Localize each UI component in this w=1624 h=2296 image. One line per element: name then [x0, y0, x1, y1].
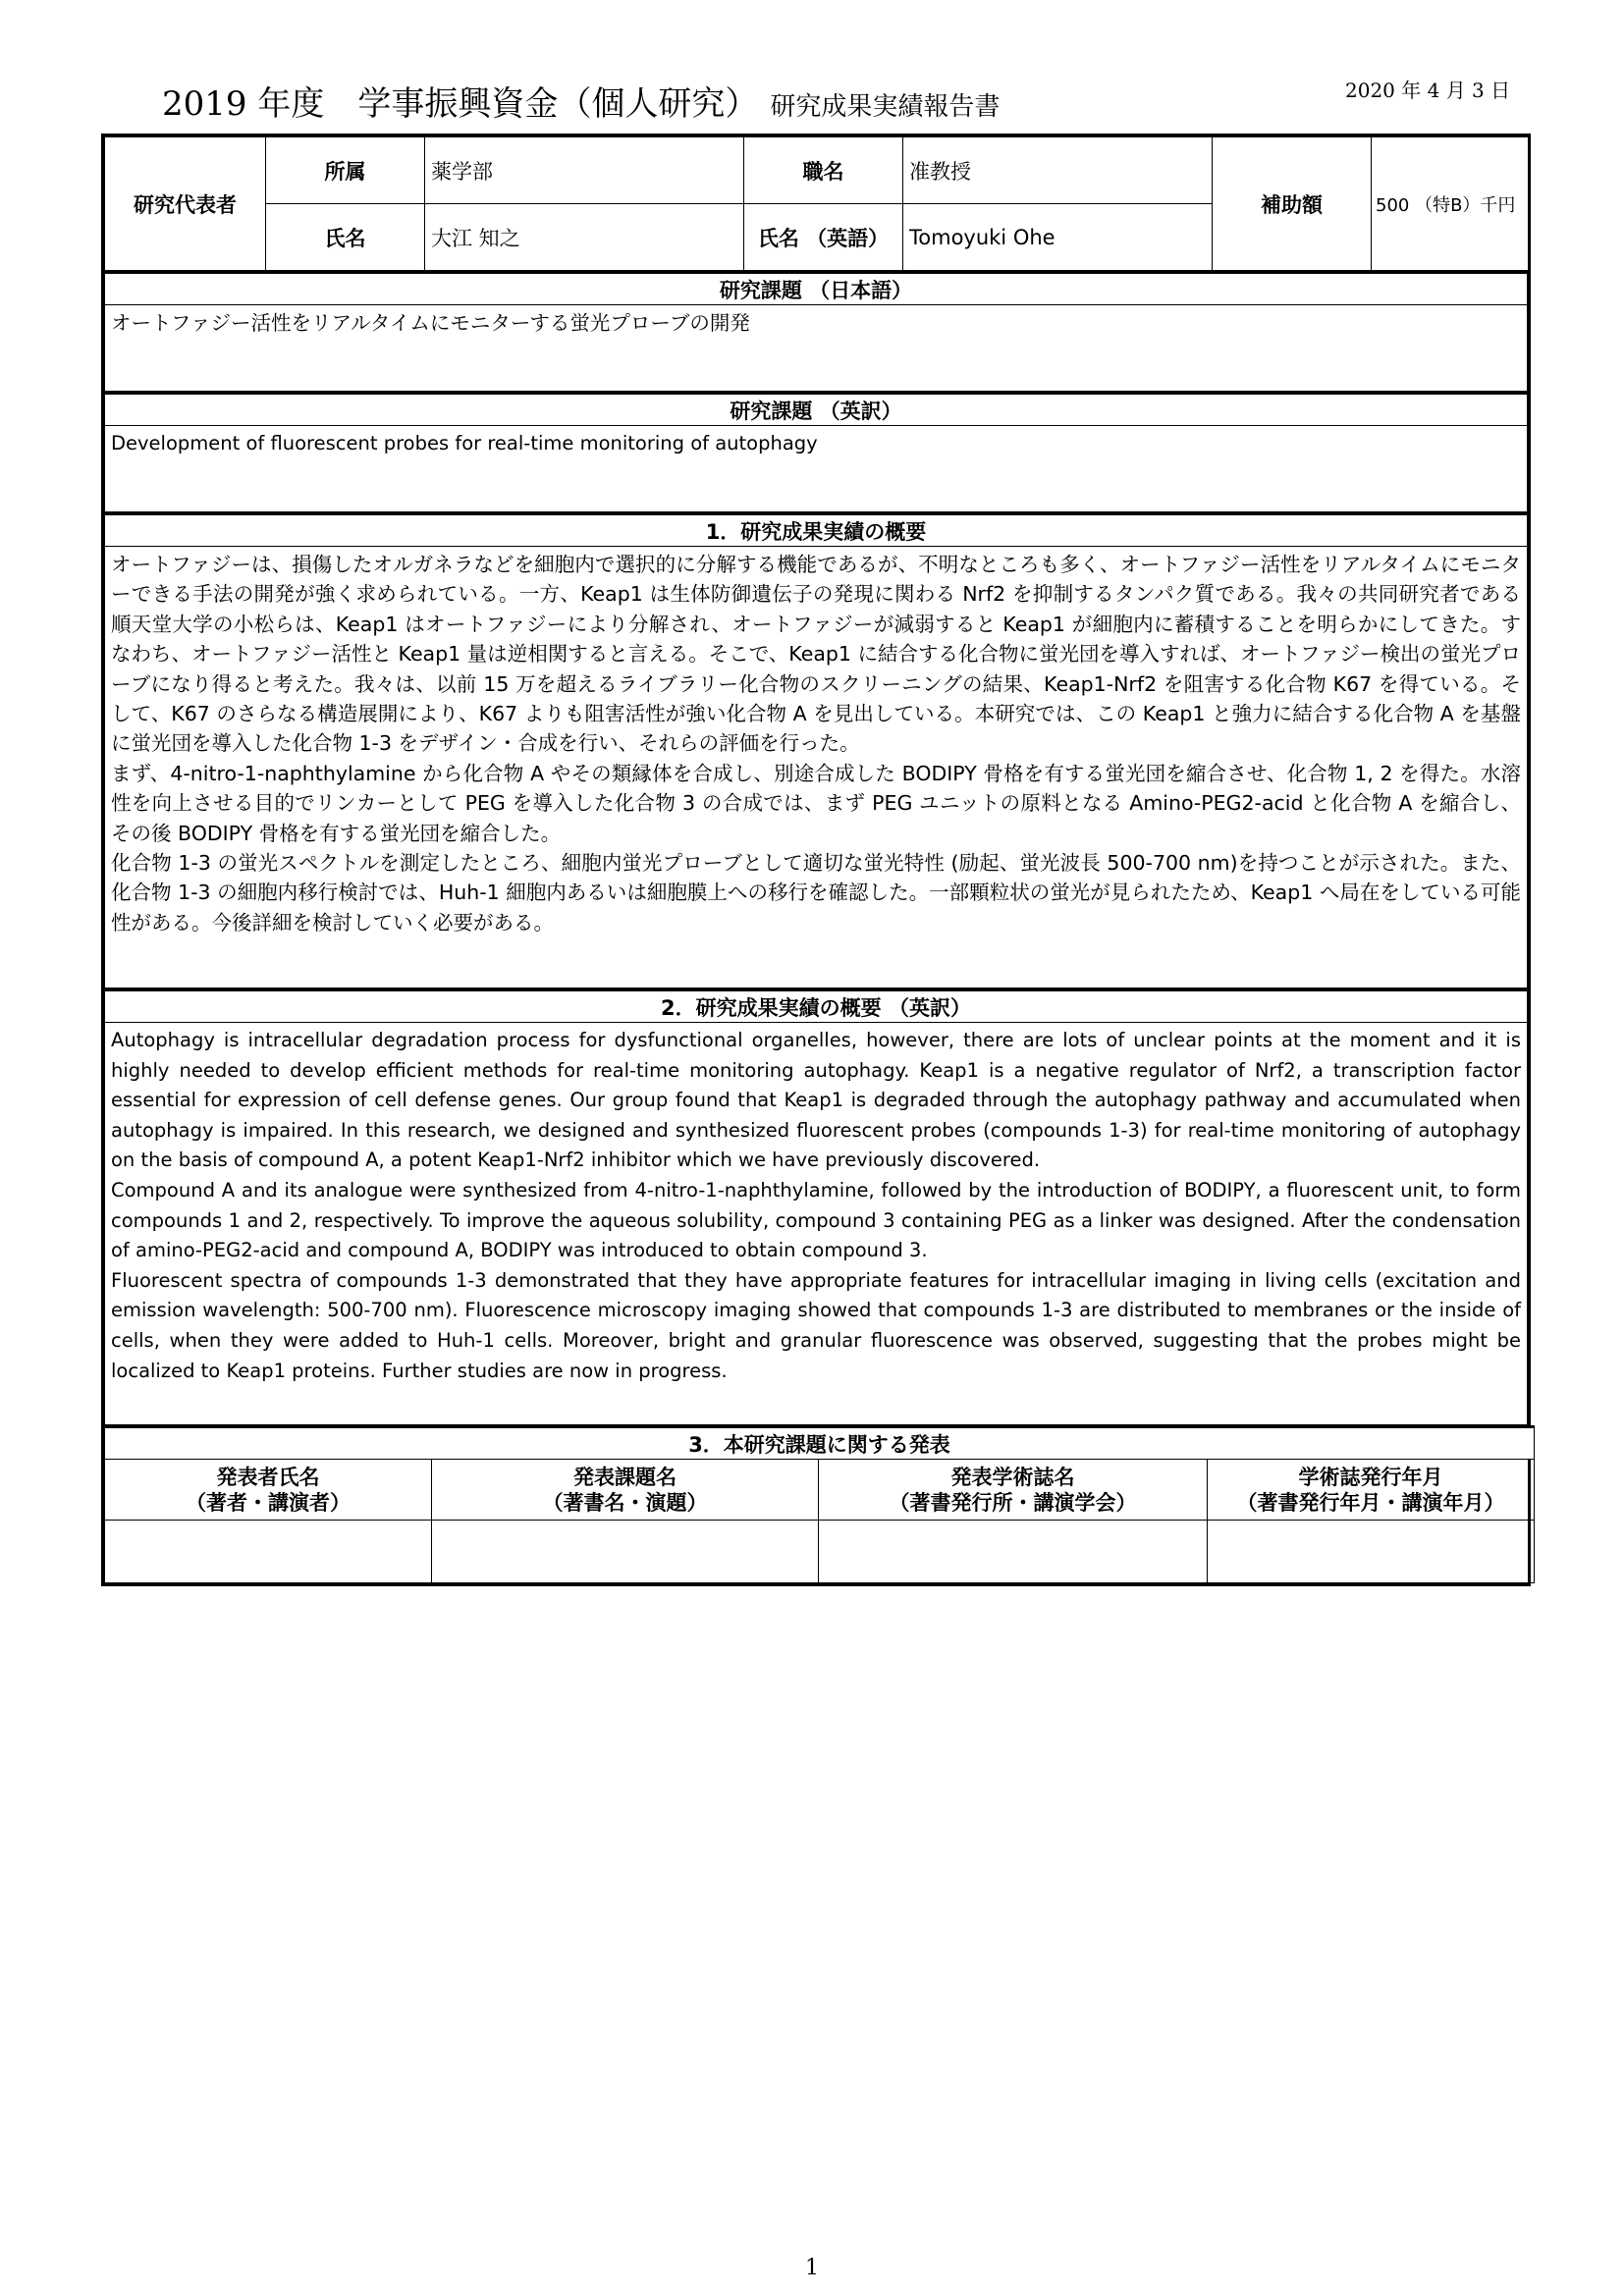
- affiliation-value: 薬学部: [425, 137, 744, 204]
- column-header-line: 発表学術誌名: [950, 1465, 1075, 1489]
- page-title: [162, 77, 1000, 125]
- title-sub: 研究成果実績報告書: [770, 92, 1001, 122]
- column-header-line: 発表者氏名: [216, 1465, 320, 1489]
- summary-en-heading: 2．研究成果実績の概要 （英訳）: [105, 990, 1528, 1023]
- report-date: 2020 年 4 月 3 日: [1345, 79, 1511, 102]
- publications-empty-cell: [1208, 1521, 1535, 1583]
- column-header-line: 発表課題名: [573, 1465, 677, 1489]
- summary-jp-paragraph: オートファジーは、損傷したオルガネラなどを細胞内で選択的に分解する機能であるが、不明なところも多く、オートファジー活性をリアルタイムにモニターできる手法の開発が強く求められている。一方、Keap1 は生体防御遺伝子の発現に関わる Nrf2 を抑制するタンパク質である。我々の共同研究者である順天堂大学の小松らは、Keap1 はオートファジーにより分解され、オートファジーが減弱すると Keap1 が細胞内に蓄積することを明らかにしてきた。すなわち、オートファジー活性と Keap1 量は逆相関すると言える。そこで、Keap1 に結合する化合物に蛍光団を導入すれば、オートファジー検出の蛍光プローブになり得ると考えた。我々は、以前 15 万を超えるライブラリー化合物のスクリーニングの結果、Keap1-Nrf2 を阻害する化合物 K67 を得ている。そして、K67 のさらなる構造展開により、K67 よりも阻害活性が強い化合物 A を見出している。本研究では、この Keap1 と強力に結合する化合物 A を基盤に蛍光団を導入した化合物 1-3 をデザイン・合成を行い、それらの評価を行った。: [111, 553, 1521, 756]
- publications-column-header: [1208, 1460, 1535, 1521]
- summary-jp-paragraph: 化合物 1-3 の蛍光スペクトルを測定したところ、細胞内蛍光プローブとして適切な蛍光特性 (励起、蛍光波長 500-700 nm)を持つことが示された。また、化合物 1-3 の細胞内移行検討では、Huh-1 細胞内あるいは細胞膜上への移行を確認した。一部顆粒状の蛍光が見られたため、Keap1 へ局在をしている可能性がある。今後詳細を検討していく必要がある。: [111, 851, 1521, 934]
- title-main: 2019 年度 学事振興資金（個人研究）: [162, 84, 759, 124]
- name-en-value: Tomoyuki Ohe: [903, 204, 1213, 271]
- position-value: 准教授: [903, 137, 1213, 204]
- summary-jp-body: [105, 547, 1528, 988]
- affiliation-label: 所属: [266, 137, 425, 204]
- publications-column-header: [105, 1460, 432, 1521]
- column-header-line: （著書発行所・講演学会）: [889, 1490, 1137, 1515]
- name-label: 氏名: [266, 204, 425, 271]
- research-title-jp-section: [104, 271, 1528, 392]
- column-header-line: （著書発行年月・講演年月）: [1236, 1490, 1505, 1515]
- publications-section: [104, 1425, 1535, 1583]
- summary-jp-section: [104, 512, 1528, 988]
- research-title-en-heading: 研究課題 （英訳）: [105, 394, 1528, 426]
- summary-jp-paragraph: まず、4-nitro-1-naphthylamine から化合物 A やその類縁体を合成し、別途合成した BODIPY 骨格を有する蛍光団を縮合させ、化合物 1, 2 を得た。水溶性を向上させる目的でリンカーとして PEG を導入した化合物 3 の合成では、まず PEG ユニットの原料となる Amino-PEG2-acid と化合物 A を縮合し、その後 BODIPY 骨格を有する蛍光団を縮合した。: [111, 761, 1521, 845]
- publications-column-header: [819, 1460, 1208, 1521]
- report-form: [101, 133, 1531, 1586]
- summary-en-paragraph: Autophagy is intracellular degradation process for dysfunctional organelles, however, there are lots of unclear points at the moment and it is highly needed to develop efficient methods for real-time monitoring autophagy. Keap1 is a negative regulator of Nrf2, a transcription factor essential for expression of cell defense genes. Our group found that Keap1 is degraded through the autophagy pathway and accumulated when autophagy is impaired. In this research, we designed and synthesized fluorescent probes (compounds 1-3) for real-time monitoring of autophagy on the basis of compound A, a potent Keap1-Nrf2 inhibitor which we have previously discovered.: [111, 1029, 1521, 1172]
- publications-heading: 3．本研究課題に関する発表: [105, 1427, 1535, 1460]
- representative-label: 研究代表者: [105, 137, 266, 271]
- research-title-en-text: Development of fluorescent probes for real-time monitoring of autophagy: [105, 426, 1528, 512]
- research-title-jp-heading: 研究課題 （日本語）: [105, 273, 1528, 305]
- summary-jp-heading: 1．研究成果実績の概要: [105, 514, 1528, 547]
- publications-empty-cell: [819, 1521, 1208, 1583]
- research-title-en-section: [104, 392, 1528, 512]
- name-value: 大江 知之: [425, 204, 744, 271]
- grant-label: 補助額: [1213, 137, 1372, 271]
- column-header-line: （著者・講演者）: [186, 1490, 351, 1515]
- publications-column-header: [432, 1460, 819, 1521]
- representative-table: [104, 136, 1529, 271]
- research-title-jp-text: オートファジー活性をリアルタイムにモニターする蛍光プローブの開発: [105, 305, 1528, 392]
- column-header-line: （著書名・演題）: [542, 1490, 708, 1515]
- page-number: 1: [805, 2256, 819, 2280]
- publications-empty-cell: [105, 1521, 432, 1583]
- column-header-line: 学術誌発行年月: [1298, 1465, 1443, 1489]
- summary-en-body: [105, 1023, 1528, 1425]
- publications-empty-cell: [432, 1521, 819, 1583]
- summary-en-section: [104, 988, 1528, 1425]
- summary-en-paragraph: Fluorescent spectra of compounds 1-3 demonstrated that they have appropriate features for intracellular imaging in living cells (excitation and emission wavelength: 500-700 nm). Fluorescence microscopy imaging showed that compounds 1-3 are distributed to membranes or the inside of cells, when they were added to Huh-1 cells. Moreover, bright and granular fluorescence was observed, suggesting that the probes might be localized to Keap1 proteins. Further studies are now in progress.: [111, 1268, 1521, 1382]
- grant-value: 500 （特B）千円: [1372, 137, 1529, 271]
- position-label: 職名: [744, 137, 903, 204]
- summary-en-paragraph: Compound A and its analogue were synthesized from 4-nitro-1-naphthylamine, followed by the introduction of BODIPY, a fluorescent unit, to form compounds 1 and 2, respectively. To improve the aqueous solubility, compound 3 containing PEG as a linker was designed. After the condensation of amino-PEG2-acid and compound A, BODIPY was introduced to obtain compound 3.: [111, 1178, 1521, 1262]
- name-en-label: 氏名 （英語）: [744, 204, 903, 271]
